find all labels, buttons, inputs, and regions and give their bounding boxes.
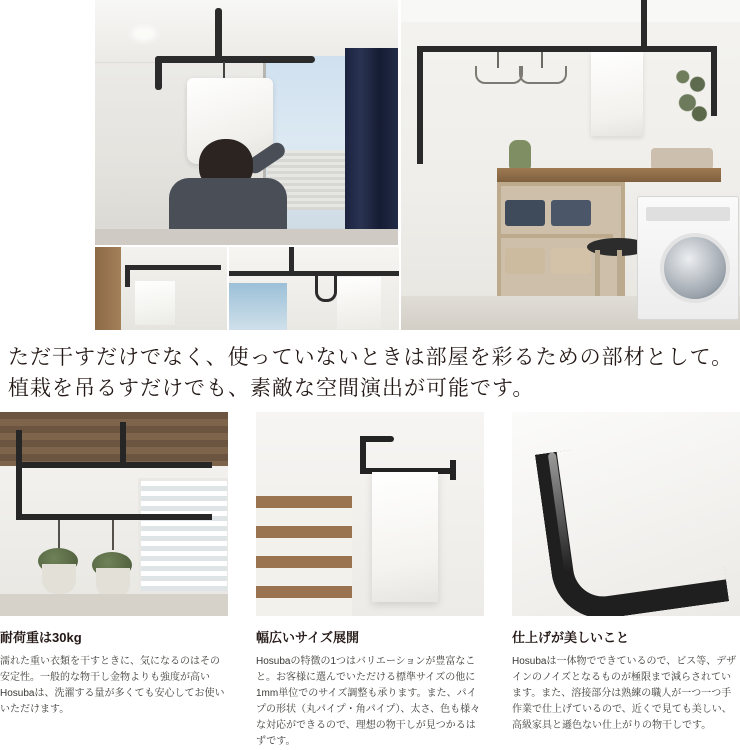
- pipe-left-leg: [417, 46, 423, 164]
- feature-title-1: 耐荷重は30kg: [0, 630, 82, 645]
- pipe-drop: [155, 56, 162, 90]
- feature-image-size-variation: [256, 412, 484, 616]
- photo-pipe-detail-wood-wall: [95, 247, 227, 330]
- pipe-horizontal-lower: [16, 514, 212, 520]
- cactus-plant: [509, 140, 531, 170]
- pipe-drop: [16, 430, 22, 466]
- pipe-horizontal: [155, 56, 315, 63]
- pipe-drop: [289, 247, 294, 273]
- wooden-stairs: [256, 496, 352, 616]
- storage-basket: [505, 200, 545, 226]
- washer-control-panel: [646, 207, 730, 221]
- feature-column-2: [256, 412, 484, 750]
- pipe-horizontal: [125, 265, 221, 270]
- window-blind: [138, 478, 228, 594]
- plant-hanger-cord: [112, 520, 114, 550]
- storage-basket: [505, 248, 545, 274]
- stool-leg: [617, 250, 622, 296]
- pipe-drop: [125, 265, 130, 287]
- hanging-plant: [669, 62, 715, 136]
- curtain: [345, 48, 398, 245]
- downlight-icon: [135, 30, 153, 38]
- photo-pipe-with-hook: [229, 247, 399, 330]
- feature-column-3: [512, 412, 740, 734]
- feature-image-finish-quality: [512, 412, 740, 616]
- shoes-on-counter: [651, 148, 713, 170]
- pipe-vertical: [215, 8, 222, 62]
- wood-ceiling: [0, 412, 228, 466]
- headline: [8, 342, 732, 404]
- white-towel: [372, 472, 438, 602]
- wood-panel: [95, 247, 121, 330]
- pipe-horizontal: [229, 271, 399, 276]
- blue-panel: [229, 283, 287, 330]
- plant-hanger-cord: [58, 520, 60, 550]
- washer-door: [660, 233, 730, 303]
- hook-icon: [315, 275, 337, 302]
- white-towel: [591, 52, 643, 136]
- floor: [95, 229, 398, 245]
- pipe-drop: [120, 422, 126, 466]
- hanging-cloth: [337, 277, 381, 329]
- plant-pot: [42, 564, 76, 594]
- pipe-horizontal-upper: [16, 462, 212, 468]
- pipe-horizontal: [417, 46, 717, 52]
- feature-column-1: [0, 412, 228, 718]
- stool-leg: [595, 250, 600, 296]
- washing-machine: [637, 196, 739, 320]
- photo-laundry-room: [401, 0, 740, 330]
- photo-person-hanging-shirt: [95, 0, 398, 245]
- hanger-icon: [519, 66, 567, 84]
- hanging-cloth: [135, 281, 175, 325]
- feature-image-load-capacity: [0, 412, 228, 616]
- feature-body-1: 濡れた重い衣類を干すときに、気になるのはその安定性。一般的な物干し金物よりも強度が高いHosubaは、洗濯する量が多くても安心してお使いいただけます。: [0, 655, 225, 715]
- storage-basket: [551, 200, 591, 226]
- feature-body-2: Hosubaの特徴の1つはバリエーションが豊富なこと。お客様に選んでいただける標準サイズの他に1mm単位でのサイズ調整も承ります。また、パイプの形状（丸パイプ・角パイプ）、太さ、色も様々な対応ができるので、理想の物干しが見つかるはずです。: [256, 655, 481, 747]
- headline-line-2: 植栽を吊るすだけでも、素敵な空間演出が可能です。: [8, 376, 535, 400]
- photo-collage: [95, 0, 740, 330]
- ceiling: [401, 0, 740, 22]
- floor: [0, 594, 228, 616]
- storage-basket: [551, 248, 591, 274]
- wood-counter: [497, 168, 721, 182]
- headline-line-1: ただ干すだけでなく、使っていないときは部屋を彩るための部材として。: [8, 345, 734, 369]
- feature-title-2: 幅広いサイズ展開: [256, 630, 359, 645]
- hanger-icon: [475, 66, 523, 84]
- pipe-drop: [641, 0, 647, 48]
- feature-body-3: Hosubaは一体物でできているので、ビス等、デザインのノイズとなるものが極限まで減らされています。また、溶接部分は熟練の職人が一つ一つ手作業で仕上げているので、近くで見ても美しい、高級家具と遜色ない仕上がりの物干しです。: [512, 655, 737, 731]
- pipe-end: [450, 460, 456, 480]
- feature-title-3: 仕上げが美しいこと: [512, 630, 630, 645]
- pipe-side: [16, 462, 22, 520]
